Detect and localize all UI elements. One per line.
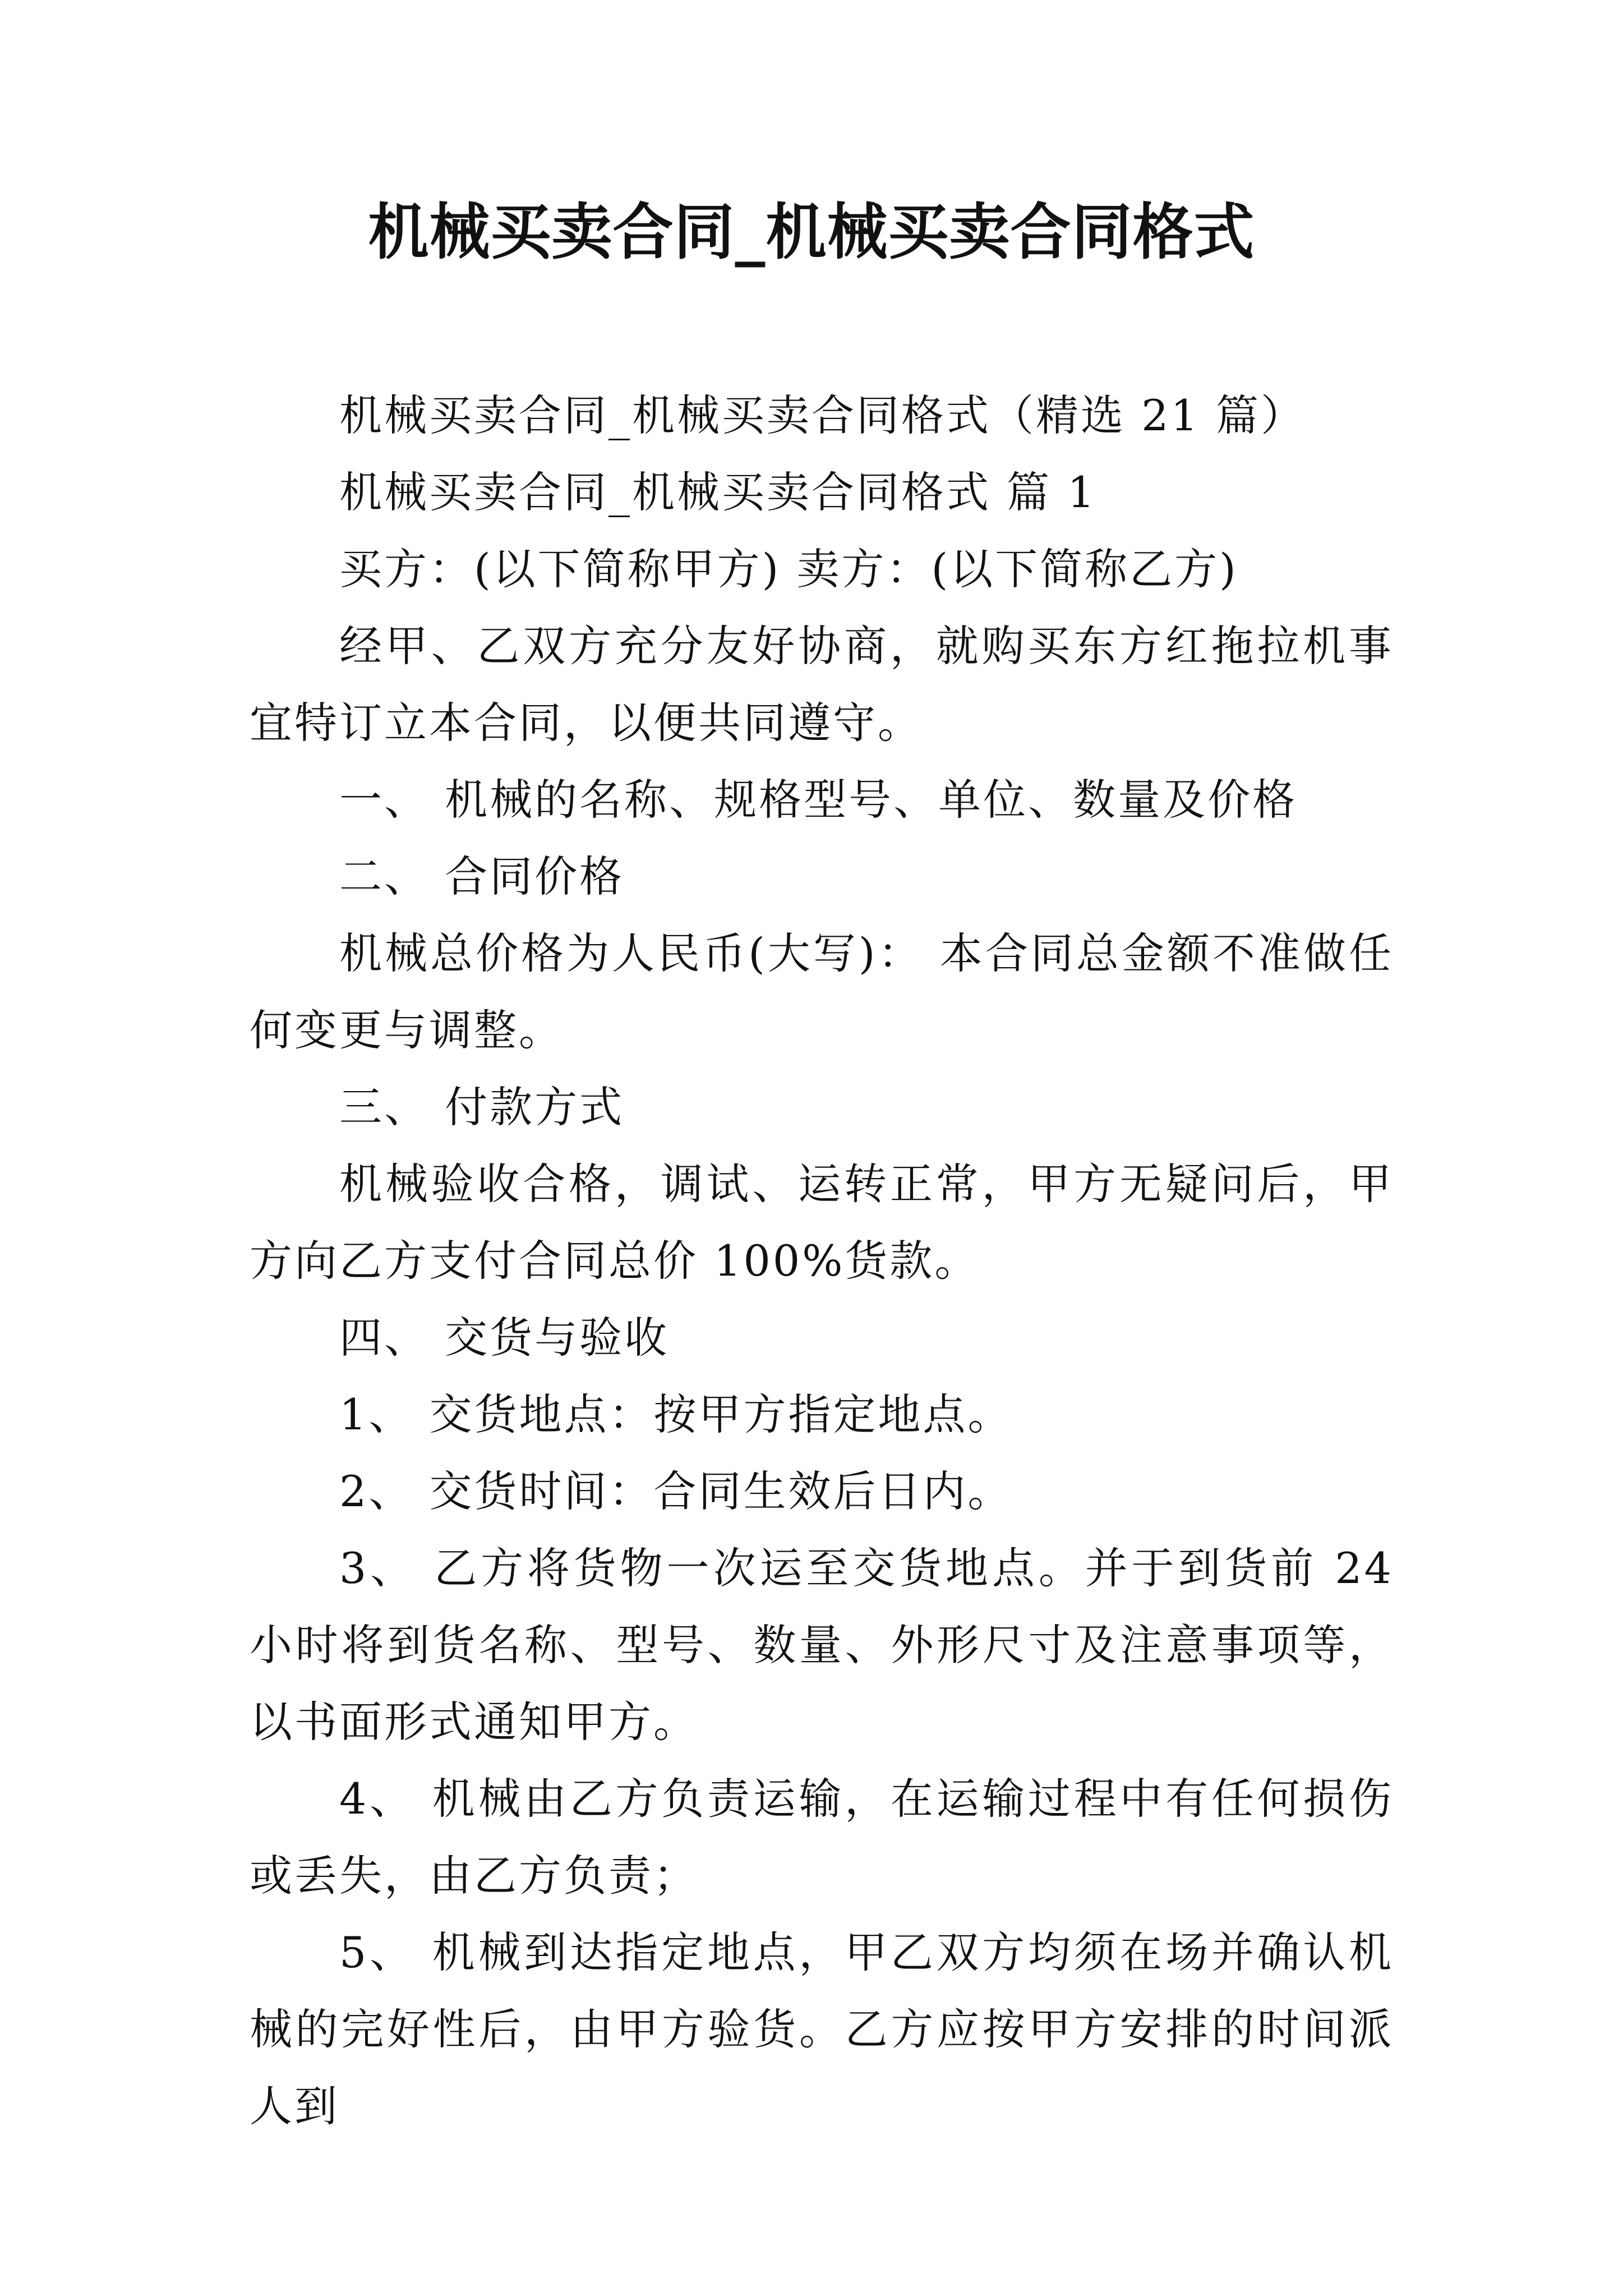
paragraph-parties: 买方：(以下简称甲方) 卖方：(以下简称乙方) bbox=[339, 544, 1238, 594]
document-title: 机械买卖合同_机械买卖合同格式 bbox=[368, 197, 1255, 268]
clause-2: 2、 交货时间：合同生效后日内。 bbox=[339, 1466, 1013, 1516]
paragraph-total-price: 机械总价格为人民币(大写)： 本合同总金额不准做任何变更与调整。 bbox=[250, 928, 1394, 1055]
paragraph-collection-title: 机械买卖合同_机械买卖合同格式（精选 21 篇） bbox=[339, 390, 1306, 440]
section-heading-2: 二、 合同价格 bbox=[339, 852, 625, 901]
clause-1: 1、 交货地点：按甲方指定地点。 bbox=[339, 1389, 1013, 1439]
document-body bbox=[250, 377, 1394, 2145]
clause-5: 5、 机械到达指定地点，甲乙双方均须在场并确认机械的完好性后，由甲方验货。乙方应按甲方安排的时间派人到 bbox=[250, 1927, 1394, 2131]
clause-4: 4、 机械由乙方负责运输，在运输过程中有任何损伤或丢失，由乙方负责； bbox=[250, 1774, 1394, 1901]
paragraph-payment: 机械验收合格，调试、运转正常，甲方无疑问后，甲方向乙方支付合同总价 100%货款。 bbox=[250, 1159, 1394, 1286]
paragraph-article-heading: 机械买卖合同_机械买卖合同格式 篇 1 bbox=[339, 467, 1097, 517]
section-heading-1: 一、 机械的名称、规格型号、单位、数量及价格 bbox=[339, 775, 1298, 825]
paragraph-preamble: 经甲、乙双方充分友好协商，就购买东方红拖拉机事宜特订立本合同，以便共同遵守。 bbox=[250, 621, 1394, 748]
section-heading-4: 四、 交货与验收 bbox=[339, 1313, 670, 1363]
clause-3: 3、 乙方将货物一次运至交货地点。并于到货前 24 小时将到货名称、型号、数量、外形尺寸及注意事项等，以书面形式通知甲方。 bbox=[250, 1543, 1394, 1747]
section-heading-3: 三、 付款方式 bbox=[339, 1082, 625, 1132]
